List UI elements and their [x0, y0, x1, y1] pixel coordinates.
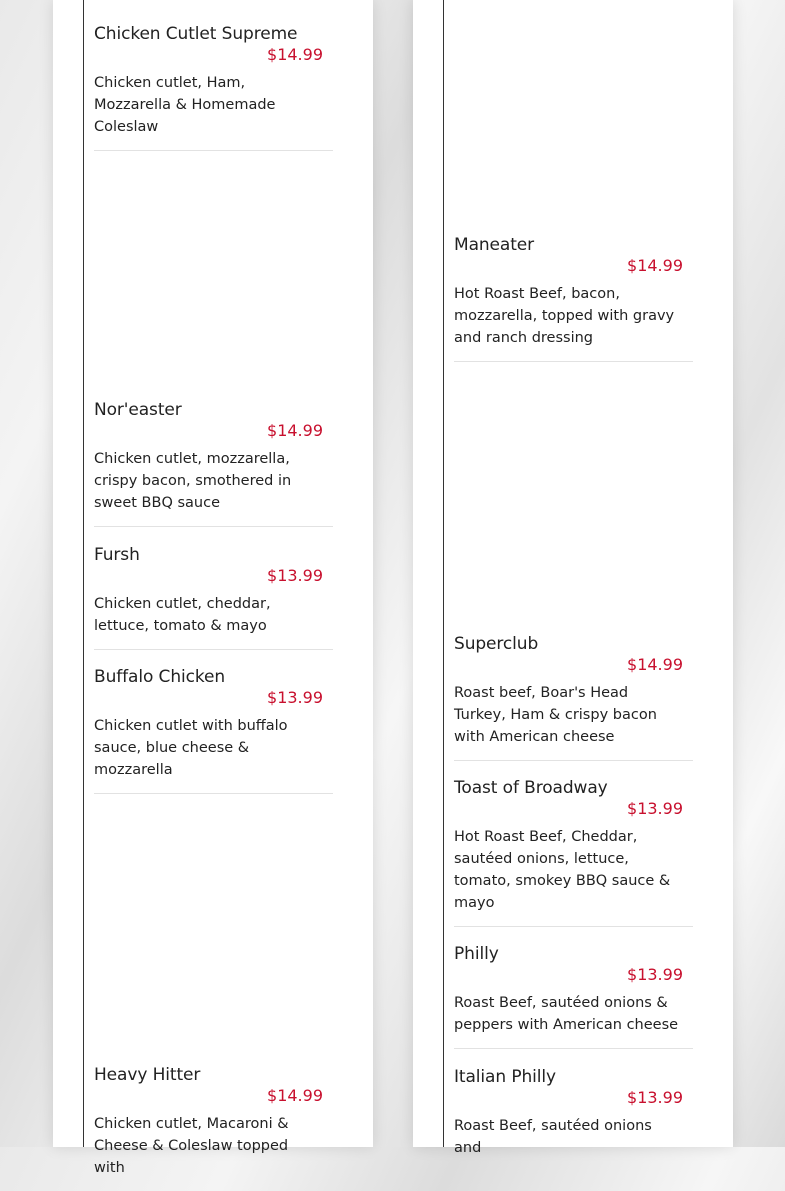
- menu-item-name: Superclub: [454, 634, 539, 654]
- menu-item[interactable]: [454, 943, 693, 1049]
- menu-item[interactable]: [94, 399, 333, 527]
- menu-item-price: $13.99: [267, 566, 323, 585]
- menu-item-price: $14.99: [627, 256, 683, 275]
- menu-item[interactable]: [454, 1066, 693, 1171]
- menu-item-price: $13.99: [627, 965, 683, 984]
- menu-item-description: Chicken cutlet, Ham, Mozzarella & Homemade Coleslaw: [94, 75, 276, 135]
- menu-item[interactable]: [454, 777, 693, 927]
- menu-item[interactable]: [94, 666, 333, 794]
- menu-item-price: $13.99: [627, 799, 683, 818]
- menu-column-left: [53, 0, 373, 1176]
- menu-item[interactable]: [94, 23, 333, 151]
- column-divider-line: [83, 0, 84, 1147]
- menu-item-name: Heavy Hitter: [94, 1065, 201, 1085]
- menu-item-price: $14.99: [267, 45, 323, 64]
- menu-item-name: Fursh: [94, 545, 140, 565]
- menu-column-right: [413, 0, 733, 1156]
- column-divider-line: [443, 0, 444, 1147]
- menu-item-description: Chicken cutlet, cheddar, lettuce, tomato & mayo: [94, 596, 271, 634]
- menu-item-price: $14.99: [267, 421, 323, 440]
- menu-item-name: Chicken Cutlet Supreme: [94, 24, 298, 44]
- menu-item-price: $14.99: [627, 655, 683, 674]
- menu-item-description: Roast Beef, sautéed onions and: [454, 1118, 652, 1156]
- menu-item-name: Philly: [454, 944, 499, 964]
- menu-item-description: Hot Roast Beef, Cheddar, sautéed onions, lettuce, tomato, smokey BBQ sauce & mayo: [454, 829, 671, 911]
- menu-item-price: $13.99: [627, 1088, 683, 1107]
- menu-item-description: Chicken cutlet with buffalo sauce, blue cheese & mozzarella: [94, 718, 288, 778]
- menu-item-description: Roast beef, Boar's Head Turkey, Ham & crispy bacon with American cheese: [454, 685, 657, 745]
- menu-item[interactable]: [454, 633, 693, 761]
- menu-item-name: Maneater: [454, 235, 535, 255]
- menu-item-name: Nor'easter: [94, 400, 182, 420]
- menu-item-description: Chicken cutlet, mozzarella, crispy bacon, smothered in sweet BBQ sauce: [94, 451, 292, 511]
- menu-item[interactable]: [454, 234, 693, 362]
- menu-item-name: Italian Philly: [454, 1067, 556, 1087]
- menu-item-price: $14.99: [267, 1086, 323, 1105]
- menu-item-name: Toast of Broadway: [454, 778, 608, 798]
- menu-item[interactable]: [94, 1064, 333, 1191]
- menu-item-name: Buffalo Chicken: [94, 667, 226, 687]
- menu-item-description: Chicken cutlet, Macaroni & Cheese & Coleslaw topped with: [94, 1116, 289, 1176]
- menu-item-description: Hot Roast Beef, bacon, mozzarella, topped with gravy and ranch dressing: [454, 286, 675, 346]
- menu-item[interactable]: [94, 544, 333, 650]
- menu-item-description: Roast Beef, sautéed onions & peppers with American cheese: [454, 995, 679, 1033]
- menu-item-price: $13.99: [267, 688, 323, 707]
